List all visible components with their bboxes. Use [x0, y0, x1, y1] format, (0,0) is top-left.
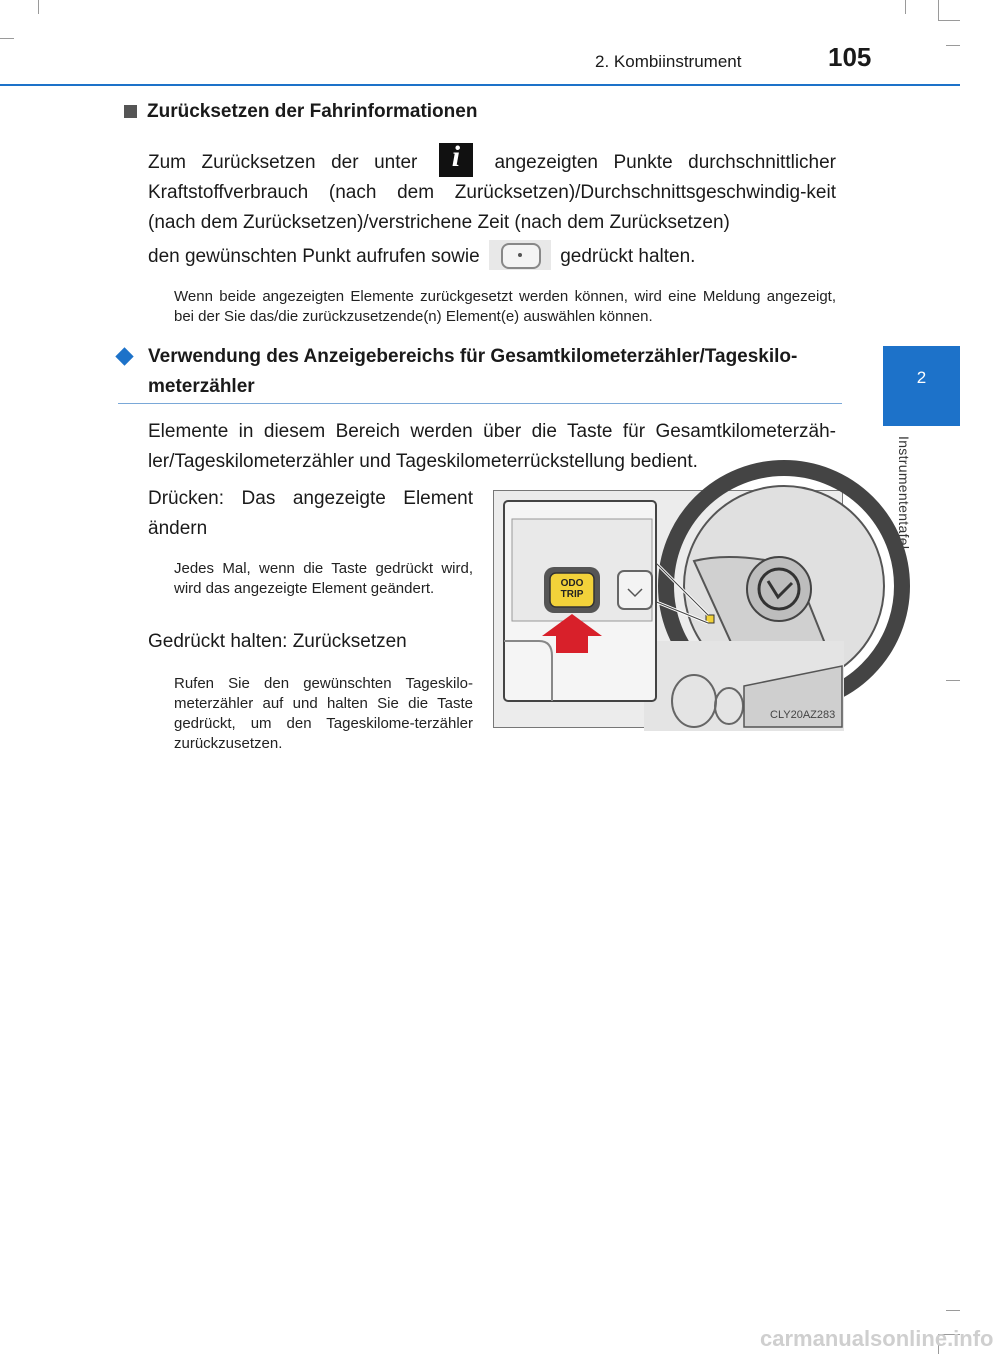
diamond-bullet-icon — [115, 347, 133, 365]
reset-paragraph: Zum Zurücksetzen der unter i angezeigten Punkte durchschnittlicher Kraftstoffverbrauch (nach dem Zurücksetzen)/Durchschnittsgeschwindig-keit (nach dem Zurücksetzen)/verstrichene Zeit (nach dem Zurücksetzen) — [148, 140, 837, 233]
steering-switch-icon — [489, 240, 551, 270]
hold-label: Gedrückt halten: Zurücksetzen — [148, 631, 407, 652]
press-note: Jedes Mal, wenn die Taste gedrückt wird, wird das angezeigte Element geändert. — [174, 560, 473, 597]
odo-intro: Elemente in diesem Bereich werden über die Taste für Gesamtkilometerzäh-ler/Tageskilometerzähler und Tageskilometerrückstellung bedient. — [148, 421, 836, 472]
section-heading: Zurücksetzen der Fahrinformationen — [124, 101, 477, 123]
crop-mark — [946, 680, 960, 681]
crop-mark — [38, 0, 39, 14]
hold-note: Rufen Sie den gewünschten Tageskilo-meterzähler auf und halten Sie die Taste gedrückt, um den Tageskilome-terzähler zurückzusetzen. — [174, 675, 473, 752]
subsection-rule — [118, 403, 842, 404]
press-label: Drücken: Das angezeigte Element ändern — [148, 488, 473, 539]
watermark: carmanualsonline.info — [760, 1326, 994, 1351]
subsection-heading: Verwendung des Anzeigebereichs für Gesamtkilometerzähler/Tageskilo-meterzähler — [118, 342, 842, 402]
figure-code: CLY20AZ283 — [770, 709, 836, 721]
crop-mark — [0, 38, 14, 39]
crop-mark — [938, 0, 939, 20]
crop-mark — [905, 0, 906, 14]
odo-trip-illustration — [493, 490, 843, 728]
button-label-line1: ODO — [560, 578, 584, 589]
chapter-title: 2. Kombiinstrument — [595, 52, 742, 71]
info-icon: i — [439, 143, 473, 177]
header-rule — [0, 84, 960, 86]
chapter-tab-number: 2 — [916, 368, 927, 387]
button-label-line2: TRIP — [560, 589, 584, 600]
reset-paragraph-end: den gewünschten Punkt aufrufen sowie gedrückt halten. — [148, 240, 836, 272]
crop-mark — [946, 45, 960, 46]
crop-mark — [946, 1310, 960, 1311]
reset-note: Wenn beide angezeigten Elemente zurückgesetzt werden können, wird eine Meldung angezeigt, bei der Sie das/die zurückzusetzende(n) Element(e) auswählen können. — [174, 288, 836, 325]
illustration-drawing — [494, 491, 842, 727]
chapter-tab-label: Instrumententafel — [896, 436, 912, 550]
crop-mark — [938, 20, 960, 21]
page-number: 105 — [828, 42, 872, 72]
square-bullet-icon — [124, 105, 137, 118]
